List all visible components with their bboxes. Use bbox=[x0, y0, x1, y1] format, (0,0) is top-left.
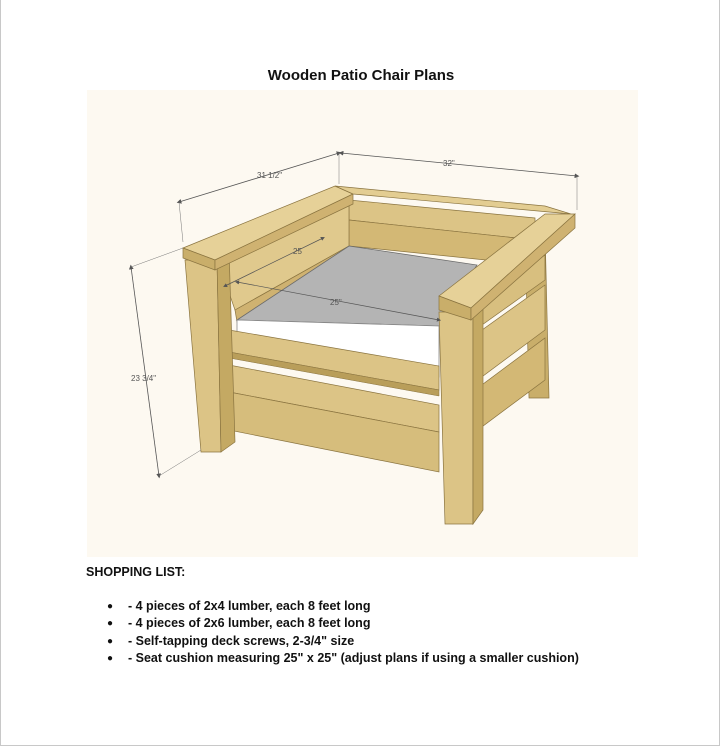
front-right-leg-side bbox=[473, 304, 483, 524]
chair-diagram bbox=[87, 90, 638, 557]
list-item-text: - Self-tapping deck screws, 2-3/4" size bbox=[128, 633, 355, 648]
front-left-leg bbox=[185, 260, 221, 452]
list-item-text: - 4 pieces of 2x4 lumber, each 8 feet long bbox=[128, 599, 371, 613]
dim-depth-label: 31 1/2" bbox=[257, 171, 283, 180]
list-item bbox=[104, 633, 579, 650]
bullet-icon: ● bbox=[107, 653, 114, 665]
bullet-icon: ● bbox=[107, 618, 114, 630]
dim-line-width bbox=[341, 153, 577, 176]
dim-line-height bbox=[131, 267, 159, 476]
list-item bbox=[104, 615, 579, 632]
page-title: Wooden Patio Chair Plans bbox=[267, 67, 455, 84]
list-item bbox=[104, 598, 579, 615]
list-item-text: - Seat cushion measuring 25" x 25" (adjust plans if using a smaller cushion) bbox=[128, 651, 579, 666]
dim-seat-width-label: 25" bbox=[330, 298, 342, 307]
list-item-text: - 4 pieces of 2x6 lumber, each 8 feet long bbox=[128, 616, 371, 631]
bullet-icon: ● bbox=[107, 635, 114, 647]
dim-height-label: 23 3/4" bbox=[131, 374, 157, 383]
shopping-list bbox=[104, 598, 579, 668]
dim-seat-depth-label: 25 bbox=[293, 247, 302, 256]
chair-drawing bbox=[87, 90, 638, 557]
dim-width-label: 32" bbox=[443, 159, 455, 168]
front-right-leg bbox=[439, 312, 473, 524]
list-item bbox=[104, 650, 579, 667]
bullet-icon: ● bbox=[107, 601, 114, 612]
shopping-list-heading: SHOPPING LIST: bbox=[86, 565, 186, 579]
